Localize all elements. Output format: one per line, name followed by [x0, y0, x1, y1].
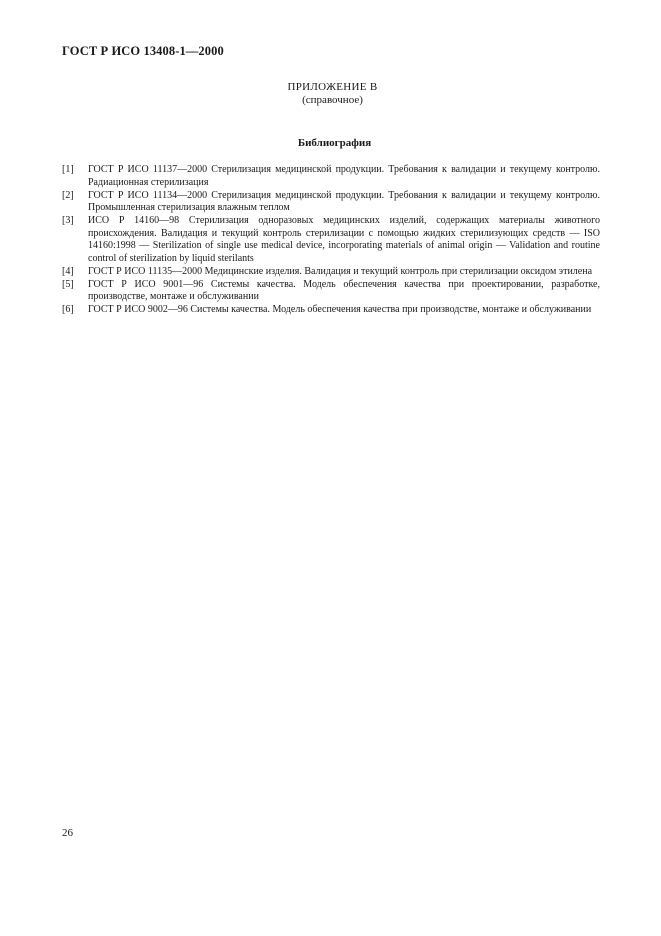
reference-number: [5]: [62, 278, 74, 290]
document-code-header: ГОСТ Р ИСО 13408-1—2000: [62, 44, 224, 58]
reference-number: [4]: [62, 265, 74, 277]
bibliography-item: [62, 164, 600, 189]
appendix-heading: [0, 81, 661, 106]
reference-number: [1]: [62, 164, 74, 175]
reference-number: [6]: [62, 304, 74, 315]
appendix-title: ПРИЛОЖЕНИЕ В: [287, 81, 378, 93]
bibliography-list: [62, 164, 600, 317]
reference-text: ИСО Р 14160—98 Стерилизация одноразовых медицинских изделий, содержащих материалы животного происхождения. Валидация и текущий контроль стерилизации с помощью жидких стерилизующих средств — ISO 14160:1998 — Sterilization of single use medical device, incorporating materials of animal origin — Validation and routine control of sterilization by liquid sterilants: [88, 215, 600, 264]
page-number: 26: [62, 827, 73, 839]
bibliography-item: [62, 215, 600, 265]
bibliography-item: [62, 266, 600, 279]
reference-number: [2]: [62, 189, 74, 201]
bibliography-item: [62, 279, 600, 304]
appendix-subtitle: (справочное): [302, 94, 363, 106]
reference-number: [3]: [62, 215, 74, 226]
bibliography-item: [62, 190, 600, 215]
reference-text: ГОСТ Р ИСО 9002—96 Системы качества. Модель обеспечения качества при производстве, монтаже и обслуживании: [88, 304, 592, 315]
bibliography-item: [62, 304, 600, 317]
reference-text: ГОСТ Р ИСО 11134—2000 Стерилизация медицинской продукции. Требования к валидации и текущему контролю. Промышленная стерилизация влажным теплом: [88, 189, 600, 213]
reference-text: ГОСТ Р ИСО 11137—2000 Стерилизация медицинской продукции. Требования к валидации и текущему контролю. Радиационная стерилизация: [88, 164, 600, 188]
bibliography-heading: Библиография: [297, 137, 372, 149]
reference-text: ГОСТ Р ИСО 9001—96 Системы качества. Модель обеспечения качества при проектировании, разработке, производстве, монтаже и обслуживании: [88, 278, 600, 302]
reference-text: ГОСТ Р ИСО 11135—2000 Медицинские изделия. Валидация и текущий контроль при стерилизации оксидом этилена: [88, 265, 593, 277]
